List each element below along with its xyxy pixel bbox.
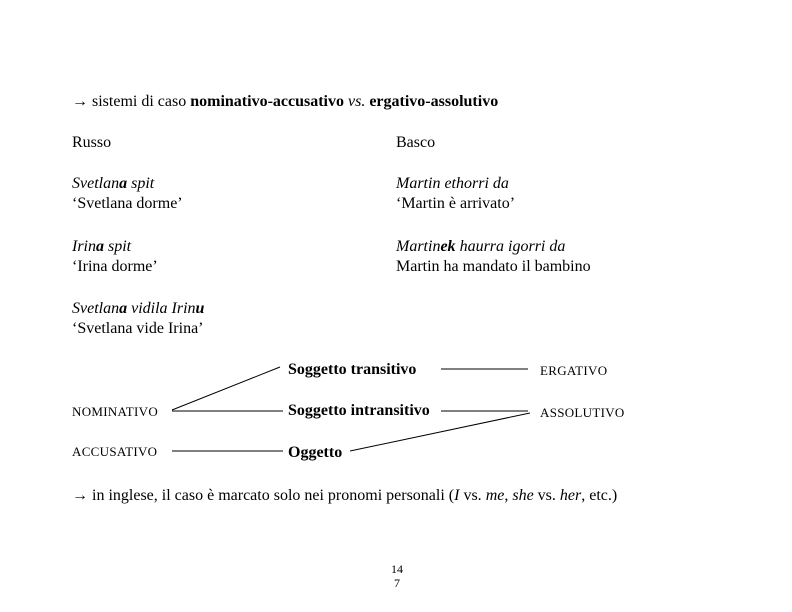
label-accusative: ACCUSATIVO xyxy=(72,444,158,459)
pronoun-her: her xyxy=(559,487,582,504)
note-text: in inglese, il caso è marcato solo nei pronomi personali ( xyxy=(88,487,455,504)
heading-vs: vs. xyxy=(344,93,370,110)
case-ending: a xyxy=(96,238,104,255)
pronoun-she: she xyxy=(512,487,534,504)
basque-gloss-2: Martin ha mandato il bambino xyxy=(396,258,591,275)
russian-gloss-1: ‘Svetlana dorme’ xyxy=(72,195,183,212)
case-ending: u xyxy=(195,300,205,317)
label-nominative: NOMINATIVO xyxy=(72,404,159,419)
page-number xyxy=(382,562,412,590)
label-intransitive-subject: Soggetto intransitivo xyxy=(288,402,430,419)
heading-term-nominative: nominativo-accusativo xyxy=(190,93,344,110)
english-note xyxy=(72,486,617,506)
rest: haurra igorri da xyxy=(455,238,566,255)
page-number-line-1: 14 xyxy=(391,562,403,576)
verb: spit xyxy=(104,238,132,255)
basque-gloss-1: ‘Martin è arrivato’ xyxy=(396,195,516,212)
arrow-icon: → xyxy=(72,93,88,110)
connector-nominative-transitive xyxy=(172,367,280,410)
stem: Svetlan xyxy=(72,175,120,192)
label-absolutive: ASSOLUTIVO xyxy=(540,405,625,420)
stem: Martin xyxy=(396,238,441,255)
basque-example-1: Martin ethorri da xyxy=(396,175,509,192)
heading-prefix: sistemi di caso xyxy=(88,93,191,110)
heading-term-ergative: ergativo-assolutivo xyxy=(369,93,499,110)
comma: , xyxy=(504,487,513,504)
vs-1: vs. xyxy=(459,487,486,504)
russian-gloss-2: ‘Irina dorme’ xyxy=(72,258,158,275)
case-ending: a xyxy=(119,175,128,192)
russian-gloss-3: ‘Svetlana vide Irina’ xyxy=(72,320,204,337)
stem: Irin xyxy=(72,238,96,255)
case-ending: a xyxy=(119,300,128,317)
stem: Svetlan xyxy=(72,300,120,317)
case-ending: ek xyxy=(440,238,456,255)
label-ergative: ERGATIVO xyxy=(540,363,608,378)
column-basque: Basco xyxy=(396,134,436,151)
page-number-line-2: 7 xyxy=(394,576,400,590)
label-object: Oggetto xyxy=(288,444,343,461)
label-transitive-subject: Soggetto transitivo xyxy=(288,361,417,378)
arrow-icon: → xyxy=(72,487,88,504)
column-russian: Russo xyxy=(72,134,112,151)
pronoun-me: me xyxy=(485,487,505,504)
pronoun-I: I xyxy=(454,487,460,504)
verb-object: vidila Irin xyxy=(127,300,196,317)
vs-2: vs. xyxy=(533,487,560,504)
verb: spit xyxy=(127,175,155,192)
note-end: , etc.) xyxy=(581,487,618,504)
